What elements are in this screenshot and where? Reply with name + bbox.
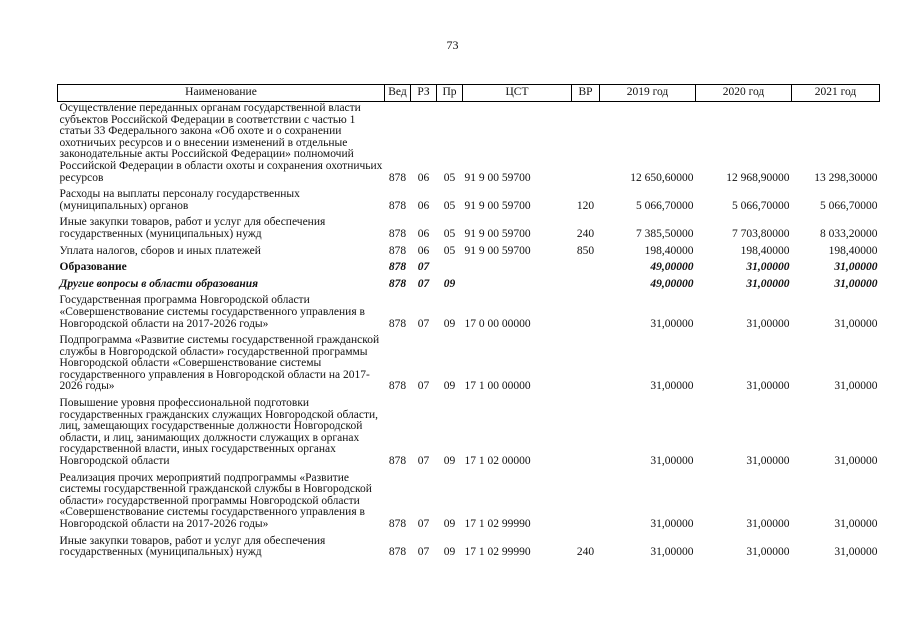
cell-cst: 17 1 02 99990 bbox=[464, 546, 531, 559]
cell-2019: 31,00000 bbox=[650, 518, 694, 530]
cell-rz: 07 bbox=[417, 277, 430, 290]
cell-pr: 05 bbox=[443, 171, 456, 184]
cell-ved: 878 bbox=[388, 244, 407, 257]
cell-vr bbox=[572, 102, 600, 189]
cell-vr bbox=[572, 294, 600, 334]
cell-name: Образование bbox=[59, 261, 127, 274]
cell-2020: 31,00000 bbox=[746, 518, 790, 530]
header-cst: ЦСТ bbox=[463, 85, 572, 102]
cell-name: Расходы на выплаты персоналу государственных (муниципальных) органов bbox=[59, 188, 300, 212]
cell-vr bbox=[572, 278, 600, 295]
cell-rz: 07 bbox=[417, 518, 430, 530]
table-row bbox=[58, 397, 880, 472]
cell-2020: 31,00000 bbox=[746, 277, 790, 290]
cell-ved: 878 bbox=[388, 261, 407, 274]
cell-2021: 31,00000 bbox=[834, 546, 878, 559]
cell-pr: 05 bbox=[443, 199, 456, 212]
cell-name: Иные закупки товаров, работ и услуг для обеспечения государственных (муниципальных) нужд bbox=[59, 216, 326, 240]
table-header bbox=[58, 85, 880, 102]
table-row bbox=[58, 245, 880, 262]
table-row bbox=[58, 216, 880, 244]
cell-vr bbox=[572, 334, 600, 397]
cell-pr: 05 bbox=[443, 244, 456, 257]
page-number: 73 bbox=[446, 38, 459, 52]
cell-2021: 198,40000 bbox=[828, 244, 878, 257]
cell-cst: 17 1 02 99990 bbox=[464, 518, 531, 530]
cell-2019: 49,00000 bbox=[650, 261, 694, 274]
cell-cst bbox=[463, 261, 572, 278]
cell-cst: 91 9 00 59700 bbox=[464, 227, 531, 240]
cell-ved: 878 bbox=[388, 199, 407, 212]
cell-2019: 49,00000 bbox=[650, 277, 694, 290]
cell-2021: 31,00000 bbox=[834, 380, 878, 393]
cell-name: Государственная программа Новгородской области «Совершенствование системы государственного управления в Новгородской области на 2017-2026 годы» bbox=[59, 294, 365, 330]
table-row bbox=[58, 472, 880, 535]
cell-vr: 120 bbox=[576, 199, 595, 212]
cell-ved: 878 bbox=[388, 546, 407, 559]
cell-name: Подпрограмма «Развитие системы государственной гражданской службы в Новгородской области» государственной программы Новгородской области «Совершенствование системы государственного управления в Новгородской области на 2017-2026 годы» bbox=[59, 334, 380, 393]
cell-2021: 31,00000 bbox=[834, 277, 878, 290]
cell-2020: 5 066,70000 bbox=[732, 199, 790, 212]
cell-2019: 31,00000 bbox=[650, 455, 694, 468]
cell-2020: 31,00000 bbox=[746, 455, 790, 468]
header-2019: 2019 год bbox=[600, 85, 696, 102]
table-row bbox=[58, 334, 880, 397]
cell-vr bbox=[572, 261, 600, 278]
cell-2019: 198,40000 bbox=[644, 244, 694, 257]
table-row bbox=[58, 261, 880, 278]
cell-2021: 31,00000 bbox=[834, 455, 878, 468]
cell-rz: 07 bbox=[417, 455, 430, 468]
cell-2020: 31,00000 bbox=[746, 317, 790, 330]
cell-pr: 09 bbox=[443, 317, 456, 330]
cell-2019: 12 650,60000 bbox=[630, 171, 694, 184]
cell-pr bbox=[437, 261, 463, 278]
cell-pr: 09 bbox=[443, 380, 456, 393]
cell-pr: 09 bbox=[443, 546, 456, 559]
cell-rz: 07 bbox=[417, 546, 430, 559]
cell-2020: 31,00000 bbox=[746, 261, 790, 274]
cell-pr: 05 bbox=[443, 227, 456, 240]
cell-cst: 91 9 00 59700 bbox=[464, 199, 531, 212]
cell-vr: 240 bbox=[576, 227, 595, 240]
cell-2019: 5 066,70000 bbox=[636, 199, 694, 212]
cell-rz: 06 bbox=[417, 199, 430, 212]
header-vr: ВР bbox=[572, 85, 600, 102]
cell-rz: 06 bbox=[417, 244, 430, 257]
header-rz: РЗ bbox=[411, 85, 437, 102]
budget-table bbox=[57, 84, 880, 563]
table-row bbox=[58, 294, 880, 334]
cell-ved: 878 bbox=[388, 317, 407, 330]
table-row bbox=[58, 278, 880, 295]
table-row bbox=[58, 535, 880, 563]
cell-2021: 13 298,30000 bbox=[814, 171, 878, 184]
cell-2021: 31,00000 bbox=[834, 261, 878, 274]
table-row bbox=[58, 188, 880, 216]
table-row bbox=[58, 102, 880, 189]
cell-ved: 878 bbox=[388, 518, 407, 530]
cell-name: Уплата налогов, сборов и иных платежей bbox=[59, 244, 261, 257]
cell-cst: 17 0 00 00000 bbox=[464, 317, 531, 330]
cell-ved: 878 bbox=[388, 455, 407, 468]
cell-name: Осуществление переданных органам государственной власти субъектов Российской Федерации в соответствии с частью 1 статьи 33 Федерального закона «Об охоте и о сохранении охотничьих ресурсов и о внесении изменений в отдельные законодательные акты Российской Федерации» полномочий Российской Федерации в области охоты и сохранения охотничьих ресурсов bbox=[59, 102, 383, 184]
header-ved: Вед bbox=[385, 85, 411, 102]
cell-2020: 12 968,90000 bbox=[726, 171, 790, 184]
cell-2021: 31,00000 bbox=[834, 518, 878, 530]
cell-ved: 878 bbox=[388, 380, 407, 393]
cell-pr: 09 bbox=[443, 277, 456, 290]
cell-pr: 09 bbox=[443, 518, 456, 530]
cell-2019: 7 385,50000 bbox=[636, 227, 694, 240]
cell-ved: 878 bbox=[388, 227, 407, 240]
cell-rz: 06 bbox=[417, 227, 430, 240]
cell-2020: 7 703,80000 bbox=[732, 227, 790, 240]
cell-vr bbox=[572, 397, 600, 472]
cell-2020: 31,00000 bbox=[746, 380, 790, 393]
header-pr: Пр bbox=[437, 85, 463, 102]
cell-2020: 31,00000 bbox=[746, 546, 790, 559]
cell-cst: 17 1 02 00000 bbox=[464, 455, 531, 468]
cell-ved: 878 bbox=[388, 277, 407, 290]
cell-2019: 31,00000 bbox=[650, 317, 694, 330]
cell-name: Повышение уровня профессиональной подготовки государственных гражданских служащих Новгородской области, лиц, замещающих государственные должности Новгородской области, и лиц, занимающих должности служащих в органах государственной власти, иных государственных органах Новгородской области bbox=[59, 397, 379, 468]
cell-rz: 07 bbox=[417, 317, 430, 330]
header-2021: 2021 год bbox=[792, 85, 880, 102]
table-body bbox=[58, 102, 880, 563]
cell-name: Другие вопросы в области образования bbox=[59, 277, 259, 290]
header-2020: 2020 год bbox=[696, 85, 792, 102]
cell-2021: 5 066,70000 bbox=[820, 199, 878, 212]
cell-cst: 91 9 00 59700 bbox=[464, 171, 531, 184]
header-name: Наименование bbox=[58, 85, 385, 102]
cell-rz: 06 bbox=[417, 171, 430, 184]
cell-cst: 91 9 00 59700 bbox=[464, 244, 531, 257]
cell-cst: 17 1 00 00000 bbox=[464, 380, 531, 393]
cell-rz: 07 bbox=[417, 261, 430, 274]
cell-pr: 09 bbox=[443, 455, 456, 468]
cell-vr: 850 bbox=[576, 244, 595, 257]
cell-2021: 8 033,20000 bbox=[820, 227, 878, 240]
cell-2021: 31,00000 bbox=[834, 317, 878, 330]
cell-2020: 198,40000 bbox=[740, 244, 790, 257]
cell-name: Иные закупки товаров, работ и услуг для обеспечения государственных (муниципальных) нужд bbox=[59, 534, 326, 559]
cell-ved: 878 bbox=[388, 171, 407, 184]
cell-name: Реализация прочих мероприятий подпрограммы «Развитие системы государственной гражданской службы в Новгородской области» государственной программы Новгородской области «Совершенствование системы государственного управления в Новгородской области на 2017-2026 годы» bbox=[59, 471, 372, 530]
cell-2019: 31,00000 bbox=[650, 546, 694, 559]
cell-cst bbox=[463, 278, 572, 295]
cell-2019: 31,00000 bbox=[650, 380, 694, 393]
cell-vr: 240 bbox=[576, 546, 595, 559]
cell-rz: 07 bbox=[417, 380, 430, 393]
cell-vr bbox=[572, 472, 600, 535]
